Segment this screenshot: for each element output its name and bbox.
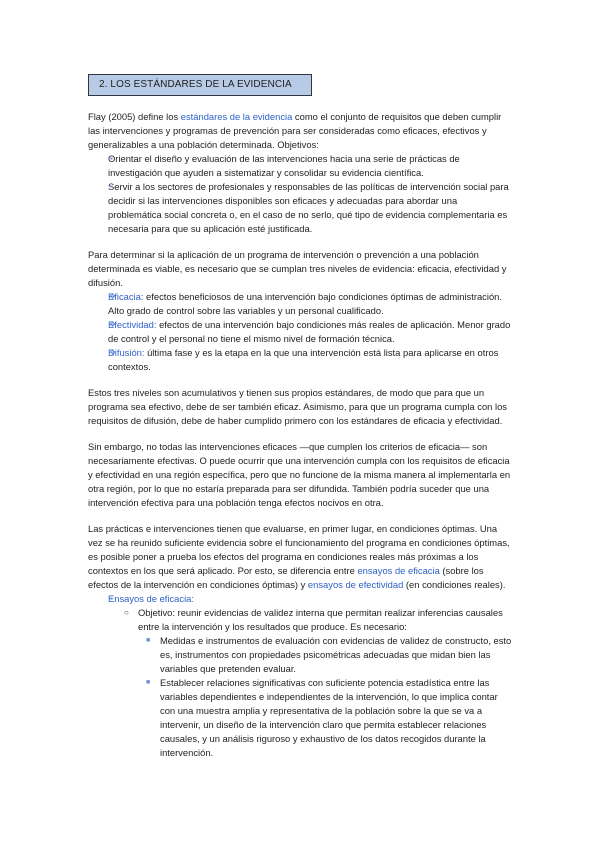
paragraph-trials — [88, 522, 512, 592]
list-item: ▪ Servir a los sectores de profesionales y responsables de las políticas de intervención social para decidir si las intervenciones disponibles son eficaces y adecuadas para abordar una problemática social concreta o, en el caso de no serlo, qué tipo de evidencia complementaria es necesaria para que su aplicación esté justificada. — [108, 180, 512, 236]
objective-text: Objetivo: reunir evidencias de validez interna que permitan realizar inferencias causales entre la intervención y los resultados que produce. Es necesario: — [138, 607, 503, 632]
text-span: como el conjunto de requisitos que deben cumplir las intervenciones y programas de prevención para ser consideradas como eficaces, efectivos y generalizables a una población determinada. Objetivos: — [88, 111, 502, 150]
list-item: ▪ Orientar el diseño y evaluación de las intervenciones hacia una serie de prácticas de investigación que ayuden a sistematizar y consolidar su evidencia científica. — [108, 152, 512, 180]
text-span: (en condiciones reales). — [403, 579, 506, 590]
paragraph-cumulative: Estos tres niveles son acumulativos y tienen sus propios estándares, de modo que para que un programa sea efectivo, debe de ser también eficaz. Asimismo, para que un programa cumpla con los requisitos de difusión, debe de haber cumplido primero con los estándares de eficacia y efectividad. — [88, 387, 507, 426]
objectives-list — [88, 152, 512, 236]
text-span: Las prácticas e intervenciones tienen que evaluarse, en primer lugar, en condiciones óptimas. Una vez se ha reunido suficiente evidencia sobre el funcionamiento del programa en condiciones óptimas, es posible poner a prueba los efectos del programa en condiciones reales más próximas a los contextos en los que será aplicado. Por esto, se diferencia entre — [88, 523, 510, 576]
level-term: Eficacia: — [108, 291, 144, 302]
trials-sublist — [108, 606, 512, 760]
needs-list — [138, 634, 512, 760]
trials-list — [88, 592, 512, 760]
list-item-efficacy-trials — [108, 592, 512, 760]
efficacy-trials-term: ensayos de eficacia — [357, 565, 440, 576]
evidence-standards-term: estándares de la evidencia — [180, 111, 293, 122]
need-item: ■ Medidas e instrumentos de evaluación con evidencias de validez de constructo, esto es, instrumentos con propiedades psicométricas adecuadas que midan bien las variables que pretenden evaluar. — [160, 634, 512, 676]
paragraph-however: Sin embargo, no todas las intervenciones eficaces —que cumplen los criterios de eficacia— son necesariamente efectivas. O puede ocurrir que una intervención cumpla con los requisitos de eficacia y efectividad en una región específica, pero que no funcione de la misma manera al implementarla en otra región, por lo que no estaría preparada para ser difundida. También podría suceder que una intervención efectiva para una población tenga efectos nocivos en otra. — [88, 441, 511, 508]
document-body — [88, 110, 512, 760]
evidence-levels-list — [88, 290, 512, 374]
text-span: (sobre los efectos de la intervención en condiciones óptimas) y — [88, 565, 484, 590]
level-term: Difusión: — [108, 347, 145, 358]
objective-item — [138, 606, 512, 760]
paragraph-definition — [88, 110, 512, 152]
paragraph-levels-intro: Para determinar si la aplicación de un programa de intervención o prevención a una población determinada es viable, es necesario que se cumplan tres niveles de evidencia: eficacia, efectividad y difusión. — [88, 249, 507, 288]
effectiveness-trials-term: ensayos de efectividad — [307, 579, 404, 590]
level-item-efficacy — [108, 290, 512, 318]
level-item-effectiveness — [108, 318, 512, 346]
level-item-diffusion — [108, 346, 512, 374]
section-heading: 2. LOS ESTÁNDARES DE LA EVIDENCIA — [88, 74, 312, 96]
level-text: efectos beneficiosos de una intervención bajo condiciones óptimas de administración. Alto grado de control sobre las variables y un personal cualificado. — [108, 291, 502, 316]
level-text: efectos de una intervención bajo condiciones más reales de aplicación. Menor grado de control y el personal no tiene el mismo nivel de formación técnica. — [108, 319, 511, 344]
trials-label: Ensayos de eficacia: — [108, 593, 194, 604]
level-term: Efectividad: — [108, 319, 157, 330]
need-item: ■ Establecer relaciones significativas con suficiente potencia estadística entre las variables dependientes e independientes de la intervención, lo que implica contar con una muestra amplia y representativa de la población sobre la que se va a intervenir, un diseño de la intervención claro que permita establecer relaciones causales, y un análisis riguroso y exhaustivo de los datos recogidos durante la intervención. — [160, 676, 512, 760]
text-span: Flay (2005) define los — [88, 111, 181, 122]
level-text: última fase y es la etapa en la que una intervención está lista para aplicarse en otros contextos. — [108, 347, 499, 372]
